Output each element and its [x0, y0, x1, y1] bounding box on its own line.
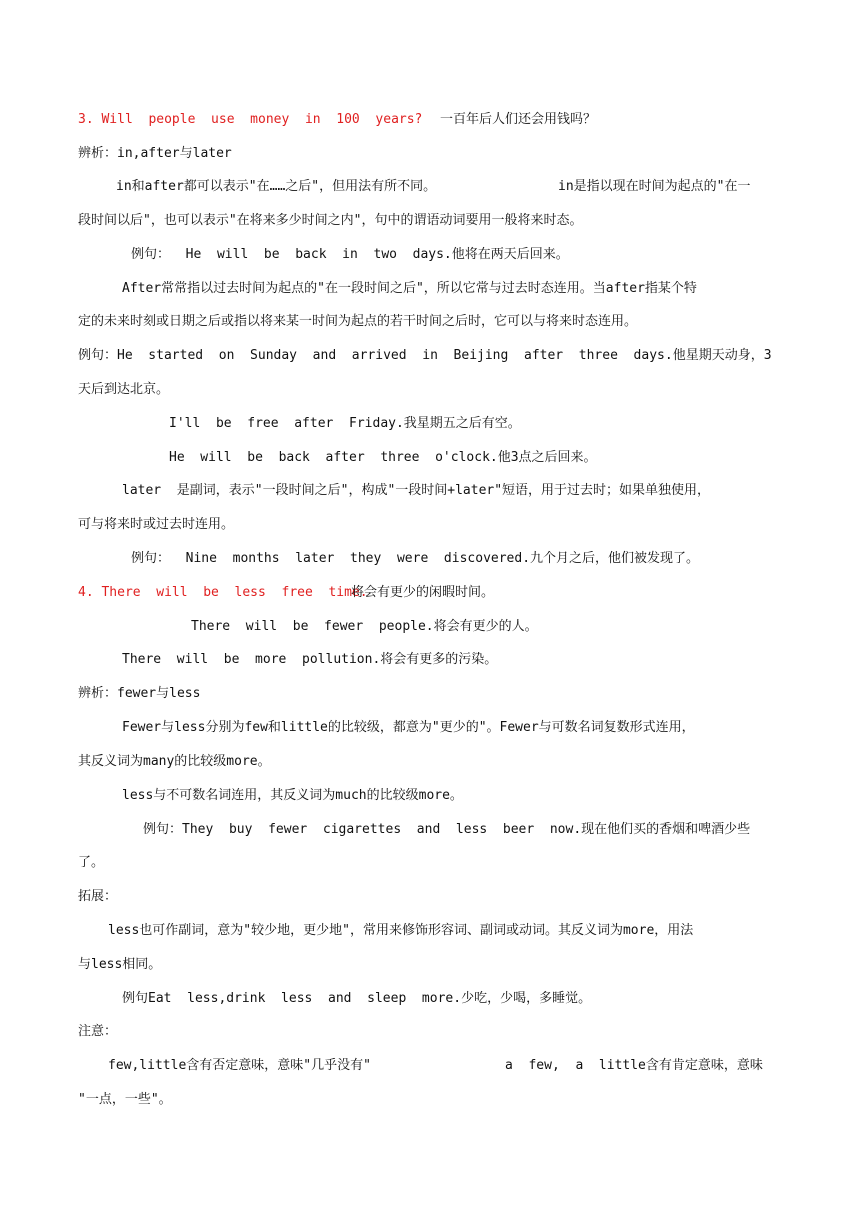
less-paragraph: less与不可数名词连用，其反义词为much的比较级more。: [122, 788, 463, 803]
section-3-heading-en: 3. Will people use money in 100 years?: [78, 112, 423, 127]
example-in: 例句： He will be back in two days.他将在两天后回来。: [131, 247, 569, 262]
later-paragraph-line1: later 是副词，表示"一段时间之后"，构成"一段时间+later"短语，用于过去时；如果单独使用，: [122, 483, 711, 498]
note-paragraph-line1b: a few, a little含有肯定意味，意味: [505, 1058, 763, 1073]
example-after-1-line1: 例句：He started on Sunday and arrived in Beijing after three days.他星期天动身，3: [78, 348, 772, 363]
example-fewer-less-line1: 例句：They buy fewer cigarettes and less beer now.现在他们买的香烟和啤酒少些: [143, 822, 751, 837]
analysis-label-fewer-less: 辨析：fewer与less: [78, 686, 201, 701]
example-fewer-less-line2: 了。: [78, 855, 105, 870]
example-after-1-line2: 天后到达北京。: [78, 382, 170, 397]
section-4-heading-en: 4. There will be less free time.: [78, 585, 368, 600]
in-after-paragraph-line1: in和after都可以表示"在……之后"，但用法有所不同。: [116, 179, 437, 194]
in-after-paragraph-line1b: in是指以现在时间为起点的"在一: [558, 179, 751, 194]
example-later: 例句： Nine months later they were discovered.九个月之后，他们被发现了。: [131, 551, 700, 566]
later-paragraph-line2: 可与将来时或过去时连用。: [78, 517, 235, 532]
extend-label: 拓展：: [78, 889, 118, 904]
note-paragraph-line1a: few,little含有否定意味，意味"几乎没有": [108, 1058, 371, 1073]
extend-paragraph-line1: less也可作副词，意为"较少地，更少地"，常用来修饰形容词、副词或动词。其反义词为more，用法: [108, 923, 694, 938]
example-after-2: I'll be free after Friday.我星期五之后有空。: [169, 416, 521, 431]
extend-paragraph-line2: 与less相同。: [78, 957, 162, 972]
example-after-3: He will be back after three o'clock.他3点之后回来。: [169, 450, 597, 465]
after-paragraph-line2: 定的未来时刻或日期之后或指以将来某一时间为起点的若干时间之后时，它可以与将来时态连用。: [78, 314, 638, 329]
in-after-paragraph-line2: 段时间以后"，也可以表示"在将来多少时间之内"，句中的谓语动词要用一般将来时态。: [78, 213, 583, 228]
note-paragraph-line2: "一点，一些"。: [78, 1092, 172, 1107]
section-4-heading-zh: 将会有更少的闲暇时间。: [351, 585, 495, 600]
note-label: 注意：: [78, 1024, 118, 1039]
example-more-pollution: There will be more pollution.将会有更多的污染。: [122, 652, 498, 667]
fewer-paragraph-line2: 其反义词为many的比较级more。: [78, 754, 271, 769]
section-3-heading-zh: 一百年后人们还会用钱吗？: [440, 112, 597, 127]
extend-example: 例句Eat less,drink less and sleep more.少吃，少喝，多睡觉。: [122, 991, 592, 1006]
fewer-paragraph-line1: Fewer与less分别为few和little的比较级，都意为"更少的"。Fewer与可数名词复数形式连用，: [122, 720, 695, 735]
after-paragraph-line1: After常常指以过去时间为起点的"在一段时间之后"，所以它常与过去时态连用。当after指某个特: [122, 281, 697, 296]
example-fewer-people: There will be fewer people.将会有更少的人。: [191, 619, 538, 634]
analysis-label-in-after-later: 辨析：in,after与later: [78, 146, 232, 161]
